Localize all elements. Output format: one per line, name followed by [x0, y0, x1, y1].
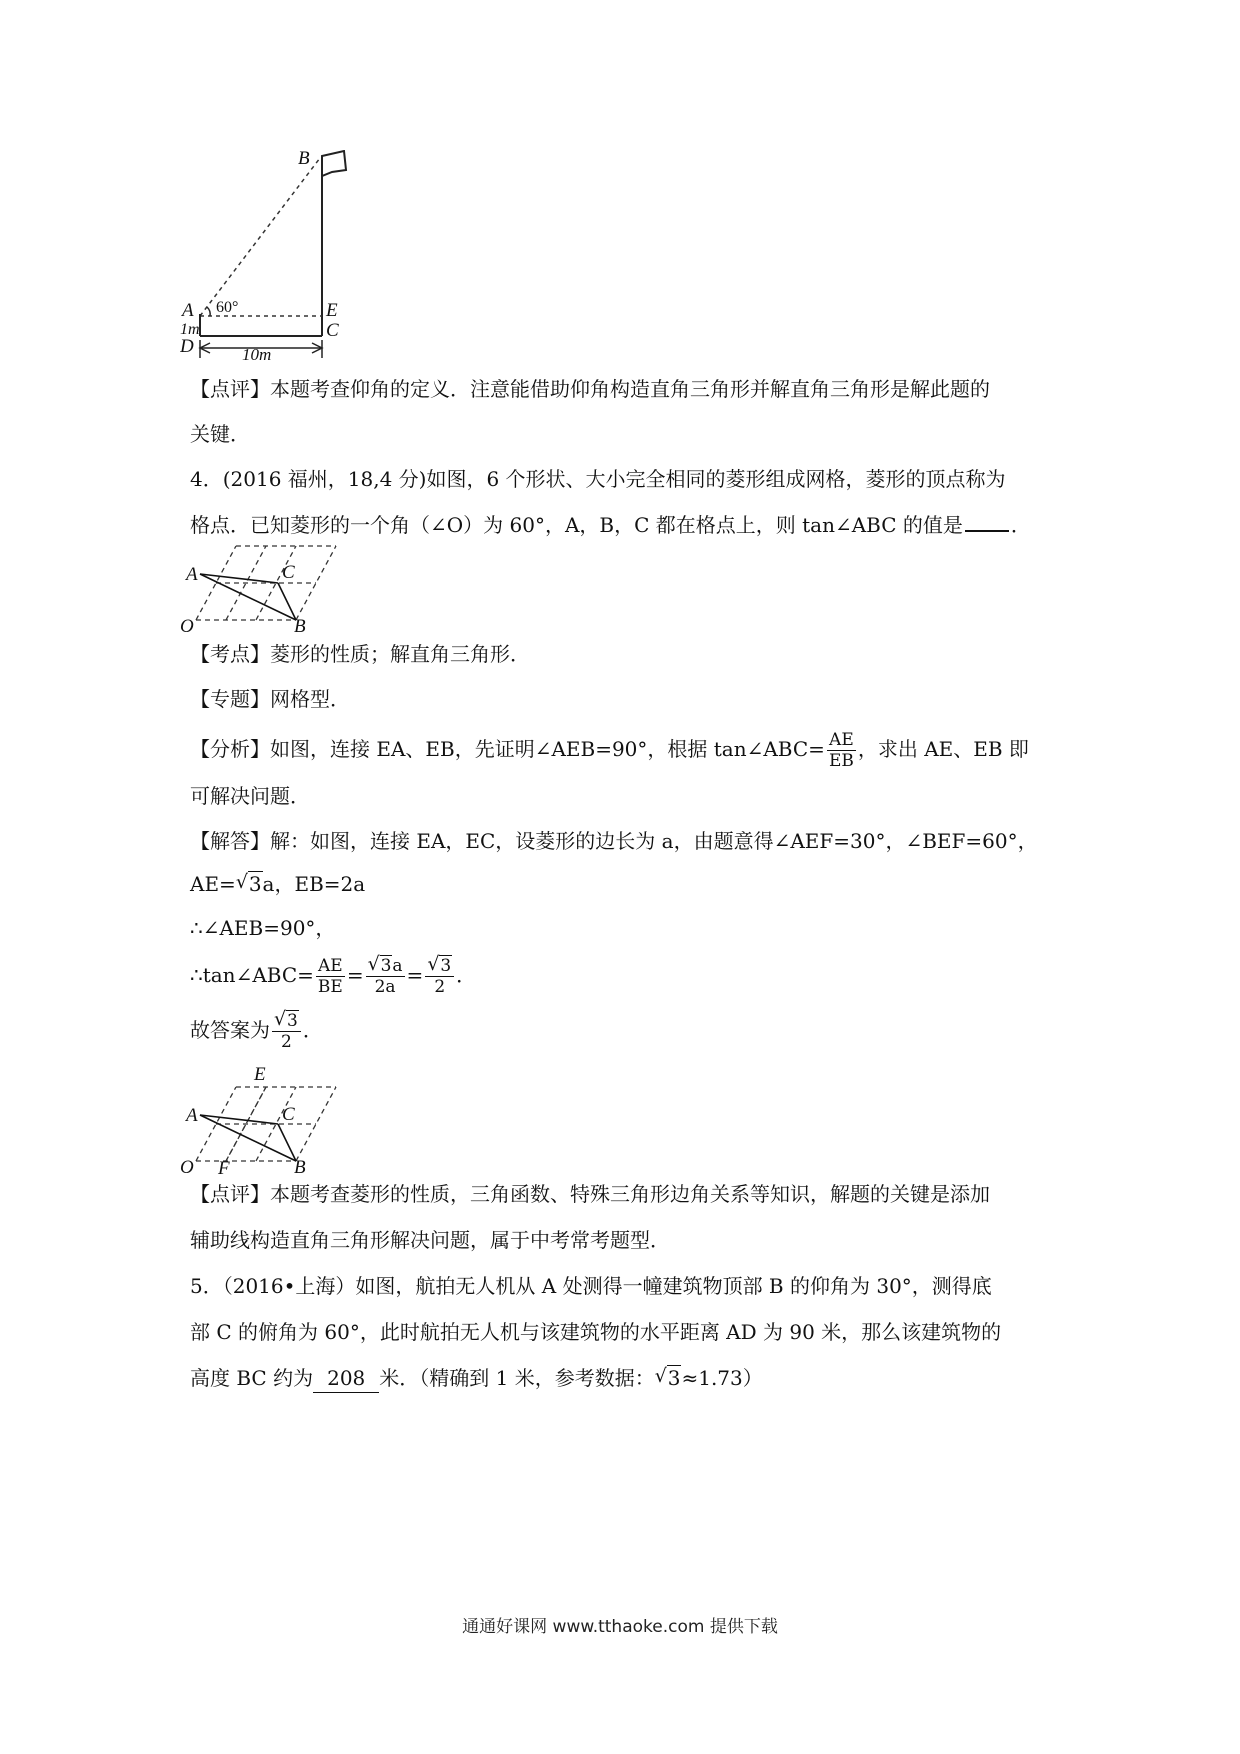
angle-arc: [207, 307, 210, 316]
q5-line2: 部 C 的俯角为 60°，此时航拍无人机与该建筑物的水平距离 AD 为 90 米，那么该建筑物的: [190, 1320, 1002, 1344]
q4-line1: 4．(2016 福州，18,4 分)如图，6 个形状、大小完全相同的菱形组成网格，菱形的顶点称为: [190, 467, 1006, 491]
sight-line: [200, 158, 320, 316]
label-B: B: [294, 1157, 306, 1176]
footer-credit: 通通好课网 www.tthaoke.com 提供下载: [462, 1617, 778, 1637]
label-O: O: [180, 616, 194, 635]
kaodian-line: 【考点】菱形的性质；解直角三角形．: [190, 642, 530, 666]
label-F: F: [218, 1158, 230, 1176]
label-C: C: [282, 562, 295, 583]
q5-line3: 高度 BC 约为 208 米．（精确到 1 米，参考数据：√ 3≈1.73）: [190, 1364, 763, 1393]
q5-answer: 208: [313, 1364, 379, 1393]
rhombus-grid-figure-2: [180, 1064, 380, 1176]
jieda-line5: 故答案为 √ $\frac{3}{2}$ ．: [190, 1010, 323, 1052]
jieda-line4: ∴tan∠ABC= $\frac{AE}{BE}$ = √ $\frac{3a}{2a}$ = √ $\frac{3}{2}$ ．: [190, 955, 476, 997]
label-angle: 60°: [216, 299, 239, 316]
label-C: C: [326, 320, 339, 341]
review4-line1: 【点评】本题考查菱形的性质，三角函数、特殊三角形边角关系等知识，解题的关键是添加: [190, 1182, 990, 1206]
review4-line2: 辅助线构造直角三角形解决问题，属于中考常考题型．: [190, 1228, 670, 1252]
jieda-line3: ∴∠AEB=90°，: [190, 916, 336, 940]
rhombus-grid-figure: [180, 540, 380, 635]
label-E: E: [254, 1064, 266, 1085]
label-A: A: [186, 1105, 198, 1126]
jieda-line1: 【解答】解：如图，连接 EA，EC，设菱形的边长为 a，由题意得∠AEF=30°，∠BEF=60°，: [190, 829, 1038, 853]
q4-line2: 格点．已知菱形的一个角（∠O）为 60°，A，B，C 都在格点上，则 tan∠ABC 的值是 ．: [190, 510, 1031, 539]
label-10m: 10m: [242, 345, 272, 364]
zhuanti-line: 【专题】网格型．: [190, 687, 350, 711]
label-C: C: [282, 1104, 295, 1125]
fraction: $\frac{AE}{EB}$: [828, 730, 854, 771]
label-B: B: [298, 150, 310, 169]
label-E: E: [326, 300, 338, 321]
answer-blank: [965, 510, 1009, 532]
flagpole-figure: [180, 150, 400, 410]
review3-line2: 关键．: [190, 422, 250, 446]
jieda-line2: AE=√ 3a，EB=2a: [190, 870, 365, 898]
review3-line1: 【点评】本题考查仰角的定义．注意能借助仰角构造直角三角形并解直角三角形是解此题的: [190, 377, 990, 401]
q5-line1: 5．（2016•上海）如图，航拍无人机从 A 处测得一幢建筑物顶部 B 的仰角为 30°，测得底: [190, 1274, 992, 1298]
fenxi-line1: 【分析】如图，连接 EA、EB，先证明∠AEB=90°，根据 tan∠ABC= $\frac{AE}{EB}$ ，求出 AE、EB 即: [190, 730, 1029, 771]
label-D: D: [180, 336, 194, 357]
label-A: A: [182, 300, 194, 321]
fenxi-line2: 可解决问题．: [190, 784, 310, 808]
label-1m: 1m: [180, 321, 200, 338]
flag-shape: [322, 151, 346, 176]
label-A: A: [186, 564, 198, 585]
label-O: O: [180, 1157, 194, 1176]
label-B: B: [294, 616, 306, 635]
